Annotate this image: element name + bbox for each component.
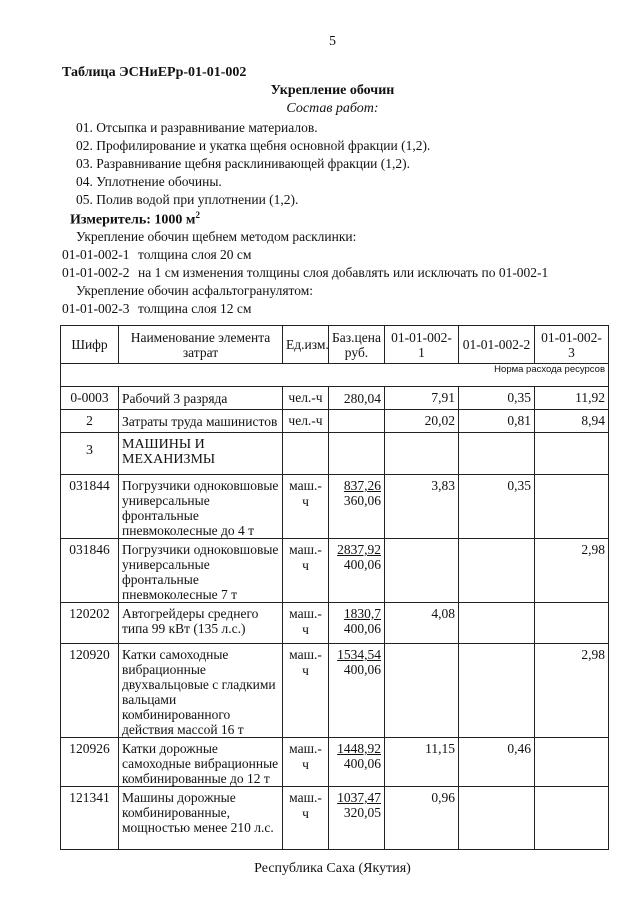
resource-norms-table (60, 325, 609, 850)
table-row (61, 433, 609, 475)
cell-norm-3: 8,94 (535, 410, 609, 433)
column-header-code: Шифр (61, 326, 119, 364)
table-caption: Таблица ЭСНиЕРр-01-01-002 (62, 65, 247, 80)
cell-unit: маш.-ч (283, 539, 329, 603)
cell-norm-2: 0,81 (459, 410, 535, 433)
price-current: 1037,47 (337, 790, 381, 805)
cell-price (329, 787, 385, 850)
norm-label-row (61, 364, 609, 387)
cell-code: 120926 (61, 738, 119, 787)
cell-norm-3 (535, 603, 609, 644)
cell-price (329, 539, 385, 603)
column-header-norm-3: 01-01-002-3 (535, 326, 609, 364)
description-code: 01-01-002-1 (62, 247, 130, 262)
cell-norm-2 (459, 787, 535, 850)
cell-norm-1: 3,83 (385, 475, 459, 539)
cell-unit: маш.-ч (283, 644, 329, 738)
cell-norm-3: 2,98 (535, 644, 609, 738)
price-base: 400,06 (343, 662, 381, 677)
cell-unit: чел.-ч (283, 387, 329, 410)
norm-label: Норма расхода ресурсов (61, 364, 609, 387)
cell-norm-3 (535, 738, 609, 787)
work-step: 01. Отсыпка и разравнивание материалов. (76, 120, 318, 135)
cell-code: 3 (61, 433, 119, 475)
cell-norm-1: 0,96 (385, 787, 459, 850)
work-step: 02. Профилирование и укатка щебня основной фракции (1,2). (76, 138, 431, 153)
cell-name: Погрузчики одноковшовые универсальные фронтальные пневмоколесные 7 т (119, 539, 283, 603)
cell-norm-2: 0,35 (459, 475, 535, 539)
cell-code: 031844 (61, 475, 119, 539)
work-step: 05. Полив водой при уплотнении (1,2). (76, 192, 299, 207)
price-base: 400,06 (343, 557, 381, 572)
cell-code: 121341 (61, 787, 119, 850)
description-code: 01-01-002-3 (62, 301, 130, 316)
cell-code: 120202 (61, 603, 119, 644)
cell-unit: маш.-ч (283, 787, 329, 850)
cell-code: 2 (61, 410, 119, 433)
cell-name: Затраты труда машинистов (119, 410, 283, 433)
column-header-norm-2: 01-01-002-2 (459, 326, 535, 364)
cell-norm-1: 11,15 (385, 738, 459, 787)
cell-norm-2 (459, 433, 535, 475)
table-row (61, 603, 609, 644)
cell-norm-1 (385, 539, 459, 603)
work-step: 04. Уплотнение обочины. (76, 174, 222, 189)
cell-code: 0-0003 (61, 387, 119, 410)
table-row (61, 410, 609, 433)
description-line: на 1 см изменения толщины слоя добавлять или исключать по 01-002-1 (138, 265, 549, 280)
section-title: Укрепление обочин (270, 83, 395, 98)
price-current: 837,26 (343, 478, 381, 493)
work-step: 03. Разравнивание щебня расклинивающей фракции (1,2). (76, 156, 411, 171)
description-line: Укрепление обочин щебнем методом расклинки: (76, 229, 357, 244)
cell-name: Погрузчики одноковшовые универсальные фронтальные пневмоколесные до 4 т (119, 475, 283, 539)
table-row (61, 644, 609, 738)
cell-norm-1 (385, 433, 459, 475)
cell-norm-2 (459, 539, 535, 603)
page-number: 5 (329, 34, 336, 49)
work-heading: Состав работ: (286, 101, 379, 116)
cell-price (329, 738, 385, 787)
price-current: 1830,7 (343, 606, 381, 621)
cell-name: Катки дорожные самоходные вибрационные комбинированные до 12 т (119, 738, 283, 787)
cell-name: МАШИНЫ И МЕХАНИЗМЫ (119, 433, 283, 475)
cell-price (329, 603, 385, 644)
column-header-unit: Ед.изм. (283, 326, 329, 364)
price-current: 2837,92 (337, 542, 381, 557)
page-footer: Республика Саха (Якутия) (254, 861, 411, 876)
column-header-name: Наименование элемента затрат (119, 326, 283, 364)
cell-norm-3 (535, 433, 609, 475)
cell-norm-2 (459, 603, 535, 644)
table-row (61, 475, 609, 539)
price-current: 1448,92 (337, 741, 381, 756)
cell-norm-3: 2,98 (535, 539, 609, 603)
cell-price: 280,04 (329, 387, 385, 410)
cell-unit (283, 433, 329, 475)
cell-norm-2: 0,35 (459, 387, 535, 410)
cell-price (329, 433, 385, 475)
cell-unit: чел.-ч (283, 410, 329, 433)
cell-norm-1: 4,08 (385, 603, 459, 644)
cell-norm-3: 11,92 (535, 387, 609, 410)
measure-unit: Измеритель: 1000 $м^2$ (70, 210, 200, 228)
price-base: 360,06 (343, 493, 381, 508)
price-current: 1534,54 (337, 647, 381, 662)
cell-norm-2: 0,46 (459, 738, 535, 787)
cell-norm-3 (535, 787, 609, 850)
price-base: 400,06 (343, 756, 381, 771)
description-line: Укрепление обочин асфальтогранулятом: (76, 283, 314, 298)
cell-price (329, 410, 385, 433)
cell-price (329, 475, 385, 539)
cell-code: 120920 (61, 644, 119, 738)
cell-norm-1: 20,02 (385, 410, 459, 433)
cell-unit: маш.-ч (283, 475, 329, 539)
cell-unit: маш.-ч (283, 738, 329, 787)
cell-norm-3 (535, 475, 609, 539)
description-line: толщина слоя 20 см (138, 247, 252, 262)
cell-name: Катки самоходные вибрационные двухвальцовые с гладкими вальцами комбинированного действия массой 16 т (119, 644, 283, 738)
table-row (61, 387, 609, 410)
column-header-norm-1: 01-01-002-1 (385, 326, 459, 364)
cell-code: 031846 (61, 539, 119, 603)
table-row (61, 539, 609, 603)
table-row (61, 738, 609, 787)
cell-name: Машины дорожные комбинированные, мощностью менее 210 л.с. (119, 787, 283, 850)
table-row (61, 787, 609, 850)
column-header-price: Баз.цена руб. (329, 326, 385, 364)
table-header-row (61, 326, 609, 364)
description-code: 01-01-002-2 (62, 265, 130, 280)
cell-name: Рабочий 3 разряда (119, 387, 283, 410)
description-line: толщина слоя 12 см (138, 301, 252, 316)
price-base: 400,06 (343, 621, 381, 636)
cell-norm-1: 7,91 (385, 387, 459, 410)
cell-norm-2 (459, 644, 535, 738)
cell-unit: маш.-ч (283, 603, 329, 644)
cell-norm-1 (385, 644, 459, 738)
cell-name: Автогрейдеры среднего типа 99 кВт (135 л.с.) (119, 603, 283, 644)
cell-price (329, 644, 385, 738)
price-base: 320,05 (343, 805, 381, 820)
